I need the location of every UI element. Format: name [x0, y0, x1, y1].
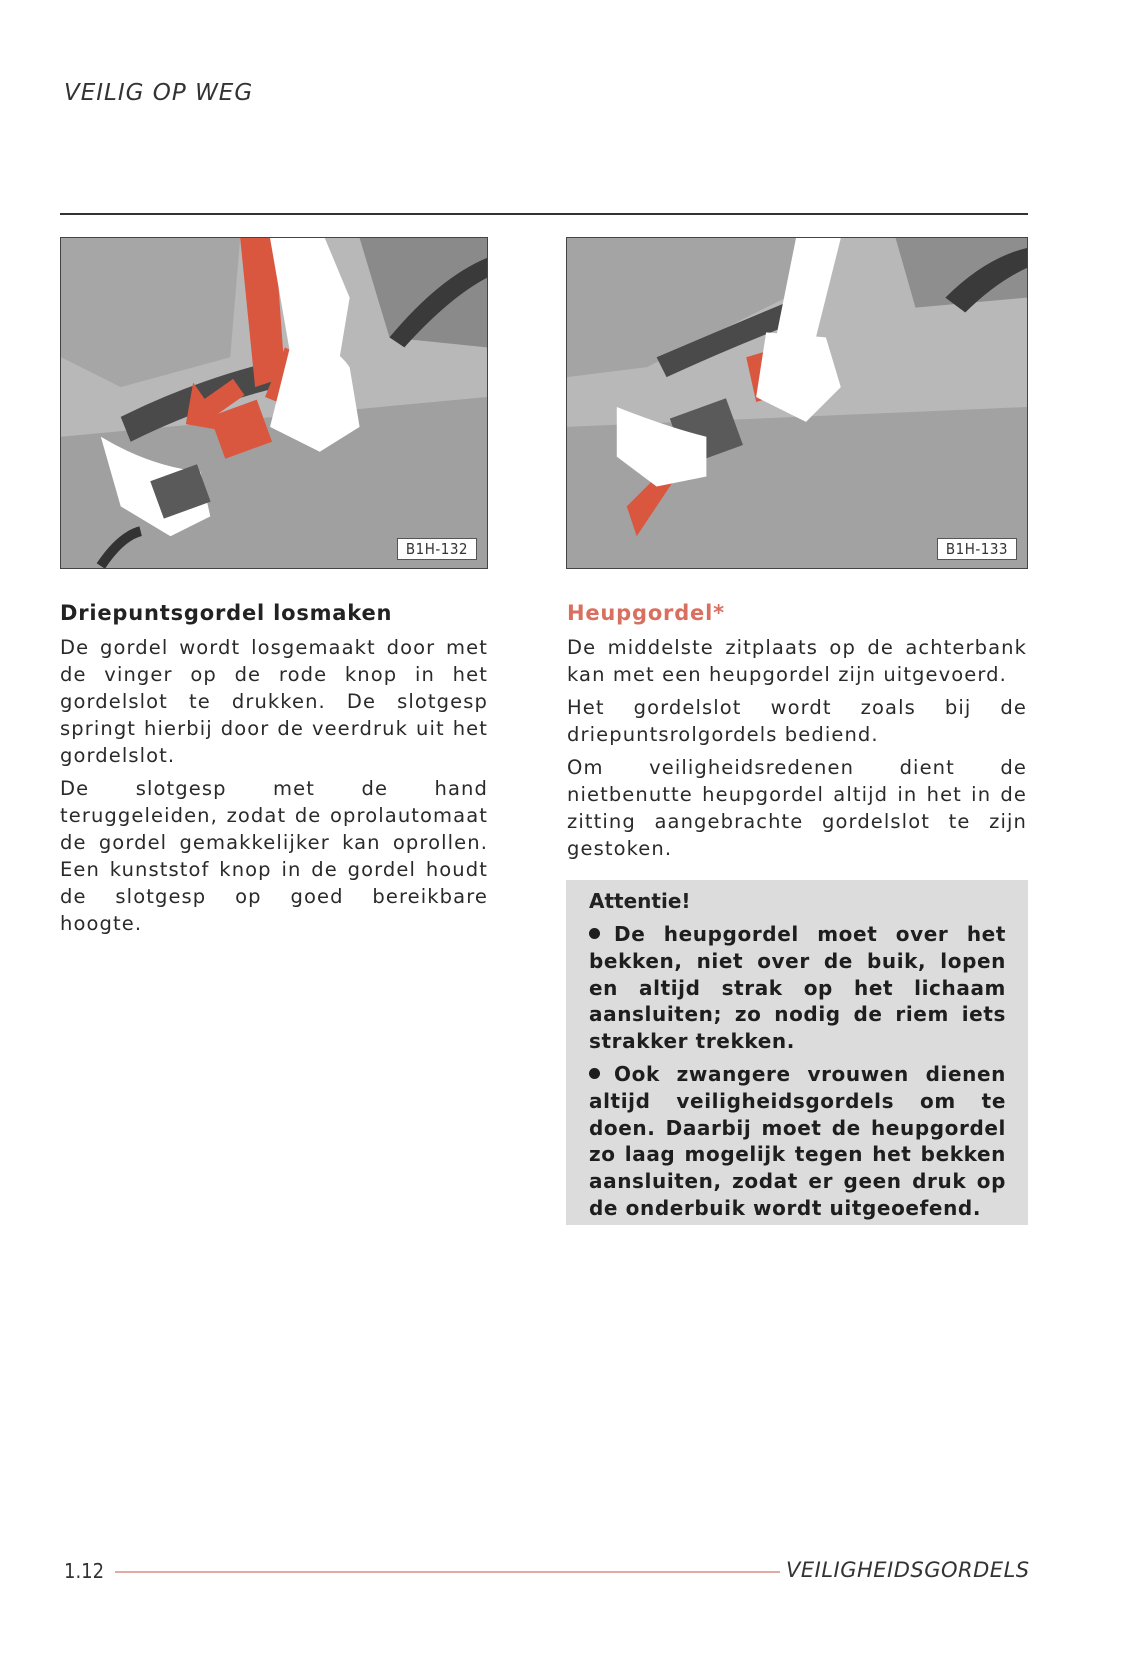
figure-lap-belt	[566, 237, 1028, 569]
paragraph: Om veiligheidsredenen dient de nietbenutte heupgordel altijd in het in de zitting aangebrachte gordelslot te zijn gestoken.	[567, 756, 1027, 860]
section-heading: Driepuntsgordel losmaken	[60, 601, 393, 625]
figure-label: B1H-133	[937, 538, 1017, 560]
running-header-title: VEILIG OP WEG	[64, 80, 254, 106]
figure-unbuckle-belt	[60, 237, 488, 569]
paragraph: De middelste zitplaats op de achterbank kan met een heupgordel zijn uitgevoerd.	[567, 636, 1027, 686]
paragraph: Het gordelslot wordt zoals bij de driepuntsrolgordels bediend.	[567, 696, 1027, 746]
paragraph: De slotgesp met de hand teruggeleiden, zodat de oprolautomaat de gordel gemakkelijker kan oprollen. Een kunststof knop in de gordel houdt de slotgesp op goed bereikbare hoogte.	[60, 777, 488, 935]
section-heading: Heupgordel*	[567, 601, 725, 625]
bullet-icon	[589, 928, 600, 939]
footer-section-title: VEILIGHEIDSGORDELS	[786, 1558, 1030, 1582]
bullet-icon	[589, 1068, 600, 1079]
attention-box	[566, 880, 1028, 1225]
header-rule	[60, 213, 1028, 215]
footer-rule	[115, 1571, 780, 1573]
page-number: 1.12	[64, 1559, 105, 1583]
paragraph: De gordel wordt losgemaakt door met de vinger op de rode knop in het gordelslot te drukken. De slotgesp springt hierbij door de veerdruk uit het gordelslot.	[60, 636, 488, 767]
lap-belt-illustration	[567, 238, 1027, 568]
attention-item: Ook zwangere vrouwen dienen altijd veiligheidsgordels om te doen. Daarbij moet de heupgordel zo laag mogelijk tegen het bekken aansluiten, zodat er geen druk op de onderbuik wordt uitgeoefend.	[589, 1061, 1006, 1220]
attention-title: Attentie!	[589, 889, 691, 913]
section-three-point-belt	[60, 598, 488, 943]
attention-item: De heupgordel moet over het bekken, niet over de buik, lopen en altijd strak op het lichaam aansluiten; zo nodig de riem iets strakker trekken.	[589, 922, 1006, 1054]
figure-label: B1H-132	[397, 538, 477, 560]
section-lap-belt	[567, 598, 1027, 868]
unbuckle-illustration	[61, 238, 487, 568]
